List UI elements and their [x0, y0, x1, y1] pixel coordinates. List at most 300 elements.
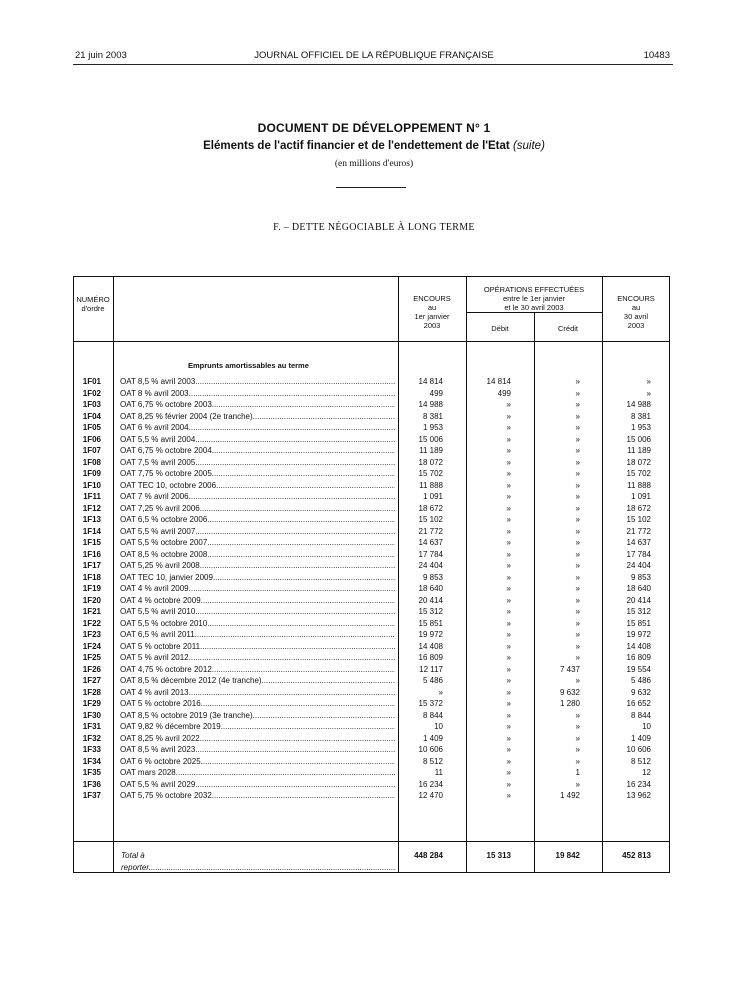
table-row	[73, 698, 670, 710]
row-encours-avr: 15 702	[626, 469, 651, 478]
row-label: OAT TEC 10, janvier 2009 .....	[120, 572, 395, 584]
row-code: 1F16	[82, 549, 101, 559]
row-encours-jan: 12 117	[419, 664, 443, 674]
row-credit: »	[575, 457, 580, 467]
row-debit: »	[506, 779, 511, 789]
row-credit: »	[575, 561, 580, 570]
row-encours-avr: 18 672	[626, 503, 651, 513]
row-debit: »	[506, 400, 511, 409]
row-credit: 1 492	[559, 791, 580, 800]
row-debit: »	[506, 756, 511, 766]
row-code: 1F28	[82, 687, 101, 697]
title-divider	[336, 187, 406, 188]
col-header-line: d'ordre	[81, 304, 105, 313]
row-encours-jan: 1 953	[422, 423, 443, 432]
row-credit: 7 437	[559, 664, 580, 674]
table-row	[73, 790, 670, 802]
row-label: OAT 7,5 % avril 2005 .....	[120, 457, 395, 469]
row-label: OAT 4 % octobre 2009 .....	[120, 595, 395, 607]
table-row	[73, 399, 670, 411]
row-credit: »	[575, 595, 580, 605]
row-label: OAT 8,25 % février 2004 (2e tranche) .....	[120, 411, 395, 423]
row-label: OAT 4 % avril 2009 .....	[120, 583, 395, 595]
table-row	[73, 687, 670, 699]
row-debit: »	[506, 411, 511, 421]
col-header-line: au	[427, 303, 437, 312]
row-encours-jan: 15 372	[418, 699, 443, 708]
row-encours-jan: 15 006	[418, 434, 443, 444]
row-encours-avr: 8 844	[630, 710, 651, 720]
row-credit: »	[575, 388, 580, 398]
table-row	[73, 480, 670, 492]
row-label: OAT 6,75 % octobre 2003 .....	[120, 399, 395, 411]
row-debit: »	[506, 699, 511, 708]
table-row	[73, 606, 670, 618]
table-row	[73, 491, 670, 503]
row-encours-avr: 10	[642, 722, 651, 731]
row-credit: »	[575, 779, 580, 789]
row-label: OAT 5 % octobre 2016 .....	[120, 698, 395, 710]
row-debit: »	[506, 733, 511, 743]
table-row	[73, 583, 670, 595]
col-header-line: OPÉRATIONS EFFECTUÉES	[483, 285, 585, 294]
row-label: OAT 4 % avril 2013 .....	[120, 687, 395, 699]
row-credit: »	[575, 641, 580, 651]
row-encours-jan: 24 404	[418, 561, 443, 570]
row-debit: »	[506, 791, 511, 800]
col-header-credit: Crédit	[557, 324, 578, 333]
header-journal-title: JOURNAL OFFICIEL DE LA RÉPUBLIQUE FRANÇAISE	[254, 50, 494, 61]
table-row	[73, 445, 670, 457]
row-label: OAT 5,5 % avril 2004 .....	[120, 434, 395, 446]
row-label: OAT 8,5 % avril 2023 .....	[120, 744, 395, 756]
row-encours-avr: 9 853	[630, 572, 651, 582]
row-encours-avr: 16 809	[626, 653, 651, 662]
row-encours-avr: 1 409	[630, 733, 651, 743]
table-row	[73, 767, 670, 779]
row-debit: »	[506, 641, 511, 651]
row-credit: »	[575, 526, 580, 536]
row-debit: »	[506, 549, 511, 559]
table-row	[73, 756, 670, 768]
row-encours-jan: 499	[429, 388, 443, 398]
row-debit: »	[506, 653, 511, 662]
row-credit: »	[575, 607, 580, 616]
row-credit: »	[575, 377, 580, 386]
row-encours-avr: 18 072	[626, 457, 651, 467]
row-encours-jan: 11	[434, 768, 443, 777]
total-credit: 19 842	[555, 851, 580, 860]
table-row	[73, 721, 670, 733]
row-encours-jan: 15 851	[418, 618, 443, 628]
row-encours-jan: 15 102	[418, 515, 443, 524]
row-code: 1F14	[82, 526, 101, 536]
row-code: 1F26	[82, 664, 101, 674]
row-label: OAT 6 % avril 2004 .....	[120, 422, 395, 434]
row-debit: »	[506, 423, 511, 432]
section-heading: F. – DETTE NÉGOCIABLE À LONG TERME	[273, 222, 475, 233]
row-encours-avr: 14 988	[626, 400, 651, 409]
row-label: OAT 8,25 % avril 2022 .....	[120, 733, 395, 745]
row-code: 1F35	[82, 768, 101, 777]
row-encours-jan: 18 072	[418, 457, 443, 467]
row-label: OAT 7 % avril 2006 .....	[120, 491, 395, 503]
row-debit: »	[506, 561, 511, 570]
row-code: 1F15	[82, 538, 101, 547]
col-header-encours-end	[602, 294, 670, 330]
row-encours-jan: 15 702	[418, 469, 443, 478]
row-code: 1F10	[82, 480, 101, 490]
row-credit: »	[575, 469, 580, 478]
row-debit: »	[506, 446, 511, 455]
row-encours-avr: 24 404	[626, 561, 651, 570]
row-encours-jan: 17 784	[418, 549, 443, 559]
row-label: OAT 5,25 % avril 2008 .....	[120, 560, 395, 572]
row-encours-jan: 14 637	[418, 538, 443, 547]
table-row	[73, 388, 670, 400]
row-debit: »	[506, 618, 511, 628]
row-code: 1F05	[82, 423, 101, 432]
row-encours-avr: »	[646, 388, 651, 398]
row-code: 1F23	[82, 630, 101, 639]
row-credit: 9 632	[559, 687, 580, 697]
table-row	[73, 376, 670, 388]
row-code: 1F36	[82, 779, 101, 789]
row-code: 1F04	[82, 411, 101, 421]
row-credit: »	[575, 400, 580, 409]
row-credit: »	[575, 630, 580, 639]
row-encours-jan: 10 606	[418, 745, 443, 754]
col-header-line: NUMÉRO	[76, 295, 110, 304]
row-encours-avr: 8 381	[630, 411, 651, 421]
row-debit: »	[506, 469, 511, 478]
row-debit: »	[506, 503, 511, 513]
subsection-heading: Emprunts amortissables au terme	[188, 361, 309, 370]
row-encours-avr: 19 554	[626, 664, 651, 674]
row-encours-jan: 21 772	[418, 526, 443, 536]
row-label: OAT 8,5 % avril 2003 .....	[120, 376, 395, 388]
row-encours-avr: 16 234	[626, 779, 651, 789]
table-row	[73, 526, 670, 538]
row-encours-jan: 10	[434, 722, 443, 731]
row-code: 1F17	[82, 561, 101, 570]
table-row	[73, 652, 670, 664]
row-encours-avr: 5 486	[630, 676, 651, 685]
row-credit: »	[575, 653, 580, 662]
row-encours-avr: 15 006	[626, 434, 651, 444]
row-code: 1F34	[82, 756, 101, 766]
row-encours-avr: 12	[642, 768, 651, 777]
row-debit: »	[506, 595, 511, 605]
row-code: 1F11	[83, 492, 101, 501]
row-encours-jan: 11 888	[419, 480, 443, 490]
row-label: OAT 8,5 % décembre 2012 (4e tranche) .....	[120, 675, 395, 687]
row-encours-jan: 8 381	[422, 411, 443, 421]
row-encours-jan: 14 988	[418, 400, 443, 409]
row-code: 1F20	[82, 595, 101, 605]
row-code: 1F25	[82, 653, 101, 662]
col-header-line: 2003	[423, 321, 441, 330]
row-debit: »	[506, 722, 511, 731]
row-debit: »	[506, 526, 511, 536]
table-top-border	[73, 276, 670, 277]
row-debit: »	[506, 457, 511, 467]
row-code: 1F24	[82, 641, 101, 651]
row-credit: »	[575, 572, 580, 582]
table-row	[73, 733, 670, 745]
row-code: 1F02	[82, 388, 101, 398]
table-row	[73, 422, 670, 434]
total-debit: 15 313	[486, 851, 511, 860]
row-encours-avr: 15 312	[626, 607, 651, 616]
row-label: OAT 7,25 % avril 2006 .....	[120, 503, 395, 515]
row-debit: »	[506, 515, 511, 524]
row-credit: »	[575, 745, 580, 754]
table-total-separator	[73, 841, 670, 842]
row-encours-jan: 18 640	[418, 584, 443, 593]
row-label: OAT 5,5 % avril 2029 .....	[120, 779, 395, 791]
row-encours-jan: 9 853	[422, 572, 443, 582]
row-code: 1F06	[82, 434, 101, 444]
row-encours-jan: 15 312	[418, 607, 443, 616]
row-label: OAT 5 % avril 2012 .....	[120, 652, 395, 664]
row-code: 1F13	[82, 515, 101, 524]
table-row	[73, 468, 670, 480]
row-code: 1F07	[82, 446, 101, 455]
document-unit: (en millions d'euros)	[334, 159, 414, 169]
row-debit: 499	[497, 388, 511, 398]
row-debit: »	[506, 710, 511, 720]
row-credit: »	[575, 722, 580, 731]
row-debit: »	[506, 538, 511, 547]
table-row	[73, 629, 670, 641]
row-code: 1F09	[82, 469, 101, 478]
total-label: Total à reporter .....	[121, 850, 396, 874]
header-date: 21 juin 2003	[75, 50, 127, 61]
row-debit: »	[506, 664, 511, 674]
row-credit: 1	[575, 768, 580, 777]
row-label: OAT 7,75 % octobre 2005 .....	[120, 468, 395, 480]
row-label: OAT 6 % octobre 2025 .....	[120, 756, 395, 768]
row-credit: »	[575, 434, 580, 444]
col-header-number	[73, 295, 113, 313]
row-encours-jan: 18 672	[418, 503, 443, 513]
table-row	[73, 779, 670, 791]
row-debit: »	[506, 492, 511, 501]
row-debit: »	[506, 676, 511, 685]
col-header-line: ENCOURS	[617, 294, 655, 303]
table-row	[73, 618, 670, 630]
row-credit: »	[575, 733, 580, 743]
table-body	[73, 376, 670, 802]
row-encours-jan: 12 470	[418, 791, 443, 800]
row-encours-avr: 13 962	[626, 791, 651, 800]
row-encours-avr: »	[646, 377, 651, 386]
row-label: OAT TEC 10, octobre 2006 .....	[120, 480, 395, 492]
row-encours-jan: 5 486	[422, 676, 443, 685]
table-row	[73, 675, 670, 687]
table-row	[73, 710, 670, 722]
total-encours-jan: 448 284	[414, 851, 443, 860]
row-credit: »	[575, 480, 580, 490]
row-label: OAT 5,5 % avril 2007 .....	[120, 526, 395, 538]
debt-table	[73, 276, 670, 873]
row-encours-avr: 16 652	[626, 699, 651, 708]
row-label: OAT mars 2028 .....	[120, 767, 395, 779]
table-row	[73, 595, 670, 607]
col-header-line: et le 30 avril 2003	[504, 303, 564, 312]
row-code: 1F33	[82, 745, 101, 754]
row-encours-avr: 14 637	[626, 538, 651, 547]
header-page-number: 10483	[643, 50, 670, 61]
col-header-line: ENCOURS	[413, 294, 451, 303]
col-header-line: entre le 1er janvier	[502, 294, 566, 303]
row-label: OAT 5 % octobre 2011 .....	[120, 641, 395, 653]
table-header-separator	[73, 341, 670, 342]
table-row	[73, 457, 670, 469]
row-label: OAT 6,75 % octobre 2004 .....	[120, 445, 395, 457]
row-label: OAT 9,82 % décembre 2019 .....	[120, 721, 395, 733]
row-encours-avr: 18 640	[626, 584, 651, 593]
row-code: 1F32	[82, 733, 101, 743]
row-encours-avr: 1 091	[630, 492, 651, 501]
row-code: 1F27	[82, 676, 101, 685]
col-header-debit: Débit	[491, 324, 509, 333]
row-debit: »	[506, 630, 511, 639]
row-label: OAT 6,5 % octobre 2006 .....	[120, 514, 395, 526]
row-encours-avr: 9 632	[630, 687, 651, 697]
table-row	[73, 537, 670, 549]
row-credit: »	[575, 503, 580, 513]
row-label: OAT 5,5 % octobre 2007 .....	[120, 537, 395, 549]
row-debit: »	[506, 768, 511, 777]
row-encours-jan: 16 809	[418, 653, 443, 662]
row-debit: »	[506, 434, 511, 444]
row-encours-avr: 10 606	[626, 745, 651, 754]
table-row	[73, 572, 670, 584]
table-row	[73, 503, 670, 515]
table-row	[73, 744, 670, 756]
row-code: 1F30	[82, 710, 101, 720]
row-code: 1F21	[82, 607, 101, 616]
row-encours-jan: 19 972	[418, 630, 443, 639]
row-encours-jan: 8 512	[422, 756, 443, 766]
col-header-line: 2003	[627, 321, 645, 330]
col-header-line: 30 avril	[623, 312, 649, 321]
row-encours-avr: 8 512	[630, 756, 651, 766]
row-credit: »	[575, 423, 580, 432]
row-code: 1F12	[82, 503, 101, 513]
table-row	[73, 514, 670, 526]
row-code: 1F31	[82, 722, 101, 731]
row-debit: »	[506, 572, 511, 582]
row-encours-jan: 1 409	[422, 733, 443, 743]
col-header-operations	[466, 285, 602, 312]
row-credit: 1 280	[559, 699, 580, 708]
row-credit: »	[575, 676, 580, 685]
row-encours-jan: 14 408	[418, 641, 443, 651]
row-label: OAT 5,75 % octobre 2032 .....	[120, 790, 395, 802]
row-credit: »	[575, 549, 580, 559]
row-label: OAT 5,5 % avril 2010 .....	[120, 606, 395, 618]
col-header-encours-start	[398, 294, 466, 330]
row-encours-avr: 20 414	[626, 595, 651, 605]
document-subtitle-text: Eléments de l'actif financier et de l'endettement de l'Etat	[203, 140, 510, 152]
row-debit: »	[506, 687, 511, 697]
col-header-line: 1er janvier	[414, 312, 450, 321]
row-encours-avr: 1 953	[630, 423, 651, 432]
row-encours-jan: 11 189	[419, 446, 443, 455]
document-subtitle	[0, 140, 748, 152]
table-row	[73, 411, 670, 423]
table-row	[73, 664, 670, 676]
row-encours-avr: 19 972	[626, 630, 651, 639]
row-credit: »	[575, 584, 580, 593]
row-debit: »	[506, 480, 511, 490]
row-label: OAT 8 % avril 2003 .....	[120, 388, 395, 400]
row-label: OAT 4,75 % octobre 2012 .....	[120, 664, 395, 676]
col-header-line: au	[631, 303, 641, 312]
row-label: OAT 8,5 % octobre 2008 .....	[120, 549, 395, 561]
row-code: 1F22	[82, 618, 101, 628]
row-encours-avr: 17 784	[626, 549, 651, 559]
row-credit: »	[575, 618, 580, 628]
table-row	[73, 434, 670, 446]
row-debit: »	[506, 745, 511, 754]
row-debit: »	[506, 584, 511, 593]
row-debit: »	[506, 607, 511, 616]
row-encours-avr: 11 888	[627, 480, 651, 490]
header-divider	[73, 64, 673, 65]
document-title: DOCUMENT DE DÉVELOPPEMENT N° 1	[257, 121, 491, 135]
row-debit: 14 814	[486, 377, 511, 386]
row-code: 1F19	[82, 584, 101, 593]
table-row	[73, 549, 670, 561]
row-encours-jan: 8 844	[422, 710, 443, 720]
row-encours-avr: 15 102	[626, 515, 651, 524]
row-credit: »	[575, 492, 580, 501]
row-code: 1F01	[82, 377, 101, 386]
row-encours-avr: 21 772	[626, 526, 651, 536]
row-code: 1F29	[82, 699, 101, 708]
row-credit: »	[575, 538, 580, 547]
row-encours-jan: 16 234	[418, 779, 443, 789]
row-credit: »	[575, 756, 580, 766]
row-encours-jan: 1 091	[422, 492, 443, 501]
row-label: OAT 5,5 % octobre 2010 .....	[120, 618, 395, 630]
row-label: OAT 6,5 % avril 2011 .....	[120, 629, 395, 641]
row-label: OAT 8,5 % octobre 2019 (3e tranche) .....	[120, 710, 395, 722]
row-code: 1F37	[82, 791, 101, 800]
document-subtitle-suffix: (suite)	[512, 140, 545, 152]
row-encours-avr: 15 851	[626, 618, 651, 628]
row-encours-avr: 14 408	[626, 641, 651, 651]
row-credit: »	[575, 710, 580, 720]
table-row	[73, 560, 670, 572]
row-encours-jan: 20 414	[418, 595, 443, 605]
row-encours-jan: »	[438, 687, 443, 697]
row-credit: »	[575, 411, 580, 421]
row-code: 1F18	[82, 572, 101, 582]
row-credit: »	[575, 446, 580, 455]
row-encours-avr: 11 189	[627, 446, 651, 455]
row-code: 1F03	[82, 400, 101, 409]
row-code: 1F08	[82, 457, 101, 467]
row-credit: »	[575, 515, 580, 524]
total-encours-avr: 452 813	[622, 851, 651, 860]
row-encours-jan: 14 814	[418, 377, 443, 386]
table-row	[73, 641, 670, 653]
